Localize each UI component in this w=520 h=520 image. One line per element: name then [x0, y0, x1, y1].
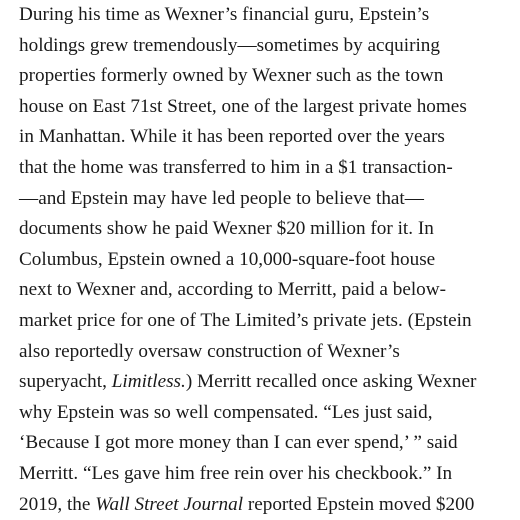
article-body: [19, 0, 519, 520]
body-text: market price for one of The Limited’s private jets. (Epstein: [19, 309, 472, 331]
article-line: [19, 61, 519, 92]
article-line: [19, 337, 519, 368]
body-text: During his time as Wexner’s financial guru, Epstein’s: [19, 4, 430, 25]
italic-text: Wall Street Journal: [95, 493, 244, 515]
article-line: [19, 428, 519, 459]
article-line: [19, 0, 519, 31]
article-line: [19, 275, 519, 306]
body-text: 2019, the: [19, 493, 96, 515]
body-text: reported Epstein moved $200: [243, 493, 475, 515]
article-line: [19, 214, 519, 245]
article-line: [19, 306, 519, 337]
body-text: properties formerly owned by Wexner such as the town: [19, 65, 444, 87]
body-text: Merritt. “Les gave him free rein over his checkbook.” In: [19, 462, 453, 484]
body-text: superyacht,: [19, 371, 112, 393]
article-line: [19, 367, 519, 398]
article-line: [19, 490, 519, 520]
article-line: [19, 122, 519, 153]
body-text: ) Merritt recalled once asking Wexner: [185, 371, 477, 393]
article-line: [19, 92, 519, 123]
body-text: Columbus, Epstein owned a 10,000-square-foot house: [19, 248, 436, 270]
body-text: —and Epstein may have led people to believe that—: [19, 187, 424, 209]
body-text: also reportedly oversaw construction of Wexner’s: [19, 340, 400, 362]
body-text: documents show he paid Wexner $20 million for it. In: [19, 218, 434, 240]
body-text: that the home was transferred to him in a $1 transaction-: [19, 156, 453, 178]
body-text: in Manhattan. While it has been reported over the years: [19, 126, 445, 148]
body-text: next to Wexner and, according to Merritt, paid a below-: [19, 279, 447, 301]
body-text: holdings grew tremendously—sometimes by acquiring: [19, 34, 440, 56]
article-line: [19, 459, 519, 490]
article-line: [19, 153, 519, 184]
body-text: house on East 71st Street, one of the largest private homes: [19, 95, 467, 117]
body-text: ‘Because I got more money than I can ever spend,’ ” said: [19, 432, 458, 454]
body-text: why Epstein was so well compensated. “Les just said,: [19, 401, 433, 423]
article-line: [19, 184, 519, 215]
article-line: [19, 31, 519, 62]
article-line: [19, 245, 519, 276]
italic-text: Limitless.: [111, 371, 186, 393]
article-line: [19, 398, 519, 429]
